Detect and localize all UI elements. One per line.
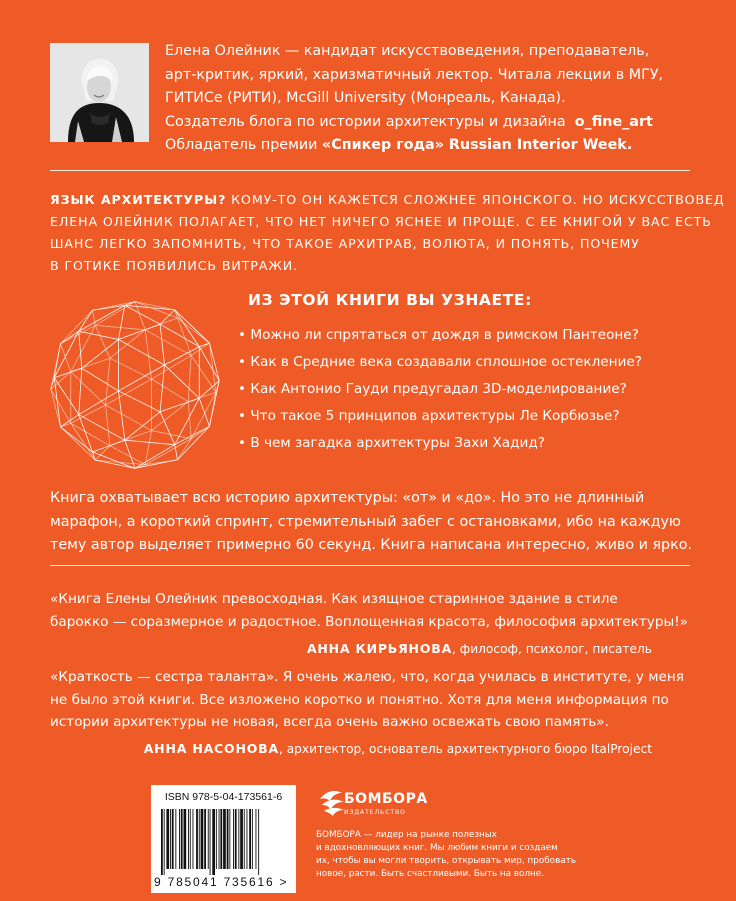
barcode-bar [247, 809, 248, 869]
sphere-edge [175, 310, 200, 347]
quote-line: не было этой книги. Все изложено коротко и понятно. Хотя для меня информация по [50, 691, 669, 708]
blog-prefix: Создатель блога по истории архитектуры и дизайна [165, 113, 566, 130]
quote-author-name: АННА НАСОНОВА [143, 741, 279, 756]
divider [50, 170, 690, 171]
barcode-bar [208, 809, 209, 869]
publisher-description [316, 829, 576, 881]
learn-item: • Что такое 5 принципов архитектуры Ле Корбюзье? [238, 408, 620, 424]
sphere-edge [110, 431, 152, 446]
sphere-edge [175, 310, 210, 343]
author-portrait-icon [50, 43, 149, 142]
sphere-edge [199, 398, 209, 426]
sphere-edge [164, 347, 199, 365]
barcode-bar [199, 809, 200, 869]
sphere-edge [135, 445, 175, 469]
sphere-edge [145, 431, 151, 465]
publisher-desc-line: БОМБОРА — лидер на рынке полезных [316, 830, 497, 840]
barcode-bar [172, 809, 174, 869]
geodesic-sphere-icon [45, 295, 225, 475]
barcode-bar [170, 809, 171, 869]
sphere-edge [118, 339, 164, 365]
sphere-edge [71, 372, 106, 405]
barcode-bar [235, 809, 237, 869]
barcode [151, 785, 296, 893]
barcode-bar [244, 809, 245, 869]
barcode-digits: 9 785041 735616 > [154, 875, 289, 889]
barcode-bar [196, 809, 198, 869]
intro-text [50, 189, 725, 277]
sphere-edge [152, 355, 192, 379]
sphere-edge [79, 391, 119, 415]
sphere-edge [95, 325, 110, 358]
divider [50, 565, 690, 566]
intro-line: ЕЛЕНА ОЛЕЙНИК ПОЛАГАЕТ, ЧТО НЕТ НИЧЕГО ЯСНЕЕ И ПРОЩЕ. С ЕЕ КНИГОЙ У ВАС ЕСТЬ [50, 214, 712, 229]
sphere-edge [118, 365, 164, 391]
learn-list [238, 322, 642, 457]
quote-attribution [307, 641, 652, 656]
author-photo [50, 43, 149, 142]
award-prefix: Обладатель премии [165, 137, 318, 153]
sphere-edge [51, 389, 61, 427]
barcode-bar [256, 809, 257, 869]
sphere-edge [95, 302, 135, 326]
sphere-edge [160, 412, 175, 445]
sphere-edge [177, 426, 209, 459]
sphere-edge [106, 405, 152, 431]
sphere-edge [95, 460, 135, 468]
barcode-bar [233, 809, 234, 869]
barcode-bar [184, 809, 187, 869]
learn-item: • Можно ли спрятаться от дождя в римском Пантеоне? [238, 327, 639, 343]
barcode-bar [193, 809, 194, 869]
summary-line: Книга охватывает всю историю архитектуры: «от» и «до». Но это не длинный [50, 490, 645, 506]
sphere-edge [135, 302, 175, 310]
learn-item: • Как Антонио Гауди предугадал 3D-моделирование? [238, 381, 627, 397]
barcode-bar [175, 809, 176, 869]
quote-text [50, 666, 690, 734]
quote-line: «Книга Елены Олейник превосходная. Как изящное старинное здание в стиле [50, 591, 618, 607]
sphere-edge [106, 379, 152, 405]
barcode-bar [252, 809, 253, 869]
award-name: «Спикер года» Russian Interior Week. [321, 137, 633, 153]
barcode-bar [201, 809, 204, 869]
blog-handle: o_fine_art [574, 113, 653, 130]
summary-line: марафон, а короткий спринт, стремительный забег с остановками, ибо на каждую [50, 513, 681, 530]
quote-text [50, 588, 690, 633]
sphere-edge [82, 339, 119, 368]
intro-line: В ГОТИКЕ ПОЯВИЛИСЬ ВИТРАЖИ. [50, 258, 299, 273]
barcode-bar [164, 809, 165, 875]
sphere-edge [71, 423, 96, 460]
barcode-bar [161, 809, 163, 875]
bio-blog-line [165, 111, 685, 135]
author-bio [165, 40, 685, 158]
barcode-bar [229, 809, 230, 869]
barcode-bar [223, 809, 226, 869]
isbn-text: ISBN 978-5-04-173561-6 [164, 791, 283, 803]
quote-line: «Краткость — сестра таланта». Я очень жалею, что, когда училась в институте, у меня [50, 669, 684, 685]
sphere-edge [160, 324, 164, 365]
learn-title: ИЗ ЭТОЙ КНИГИ ВЫ УЗНАЕТЕ: [248, 291, 532, 309]
sphere-edge [118, 305, 124, 339]
barcode-bar [188, 809, 189, 869]
sphere-edge [71, 405, 106, 423]
sphere-edge [79, 415, 125, 441]
sphere-edge [152, 402, 189, 431]
barcode-bar [179, 809, 180, 869]
barcode-bar [249, 809, 251, 869]
sphere-edge [110, 330, 145, 358]
barcode-bar [227, 809, 229, 869]
summary-line: тему автор выделяет примерно 60 секунд. Книга написана интересно, живо и ярко. [50, 537, 693, 553]
barcode-bar [190, 809, 191, 869]
bio-line: арт-критик, яркий, харизматичный лектор. Читала лекции в МГУ, [165, 66, 664, 83]
quote-line: барокко — соразмерное и радостное. Воплощенная красота, философия архитектуры!» [50, 613, 688, 630]
bio-line: ГИТИСе (РИТИ), McGill University (Монреаль, Канада). [165, 90, 566, 106]
barcode-bar [238, 809, 239, 869]
sphere-edge [145, 330, 191, 356]
intro-lead: ЯЗЫК АРХИТЕКТУРЫ? [50, 192, 227, 207]
sphere-edge [61, 344, 71, 372]
barcode-bar [166, 809, 169, 869]
bio-award-line [165, 134, 685, 158]
barcode-bar [212, 809, 215, 875]
sphere-edge [164, 365, 199, 398]
sphere-edge [209, 343, 219, 381]
sphere-edge [125, 412, 160, 440]
publisher-desc-line: и вдохновляющих книг. Мы любим книги и создаем [316, 843, 558, 853]
sphere-edge [145, 318, 177, 330]
sphere-edge [188, 355, 191, 401]
barcode-bar [210, 809, 211, 875]
sphere-edge [106, 405, 110, 446]
bio-line: Елена Олейник — кандидат искусствоведения, преподаватель, [165, 43, 650, 59]
publisher-desc-line: их, чтобы вы могли творить, открывать мир, пробовать [316, 856, 576, 866]
barcode-bar [181, 809, 183, 869]
barcode-bar [240, 809, 243, 869]
quote-author-name: АННА КИРЬЯНОВА [306, 641, 453, 656]
sphere-edge [79, 368, 82, 414]
barcode-bar [220, 809, 222, 869]
sphere-edge [199, 347, 219, 381]
sphere-edge [51, 389, 71, 423]
sphere-edge [79, 331, 82, 368]
quote-line: истории архитектуры не новая, всегда очень важно освежать свою память». [50, 714, 609, 730]
barcode-bar [258, 809, 259, 875]
publisher-sub: ИЗДАТЕЛЬСТВО [344, 809, 406, 816]
sphere-edge [106, 358, 110, 405]
intro-line: ЯЗЫК АРХИТЕКТУРЫ? КОМУ-ТО ОН КАЖЕТСЯ СЛОЖНЕЕ ЯПОНСКОГО. НО ИСКУССТВОВЕД [50, 192, 725, 207]
barcode-bar [216, 809, 217, 869]
summary-text [50, 487, 693, 558]
barcode-bar [204, 809, 206, 869]
sphere-edge [191, 426, 209, 438]
learn-item: • В чем загадка архитектуры Захи Хадид? [238, 435, 545, 451]
sphere-edge [61, 427, 96, 460]
publisher-desc-line: новое, расти. Быть счастливыми. Быть на волне. [316, 869, 545, 879]
sphere-edge [188, 402, 191, 439]
quote-author-role: , архитектор, основатель архитектурного бюро ItalProject [278, 742, 652, 756]
sphere-edge [54, 344, 60, 378]
publisher-name: БОМБОРА [344, 791, 428, 807]
quote-author-role: , философ, психолог, писатель [452, 642, 652, 656]
sphere-edge [110, 358, 152, 379]
quote-attribution [144, 741, 652, 756]
sphere-edge [209, 392, 215, 426]
learn-item: • Как в Средние века создавали сплошное остекление? [238, 354, 642, 370]
barcode-bars [161, 809, 289, 875]
sphere-edge [61, 310, 93, 343]
barcode-bar [219, 809, 220, 869]
intro-line: ШАНС ЛЕГКО ЗАПОМНИТЬ, ЧТО ТАКОЕ АРХИТРАВ, ВОЛЮТА, И ПОНЯТЬ, ПОЧЕМУ [50, 236, 640, 251]
